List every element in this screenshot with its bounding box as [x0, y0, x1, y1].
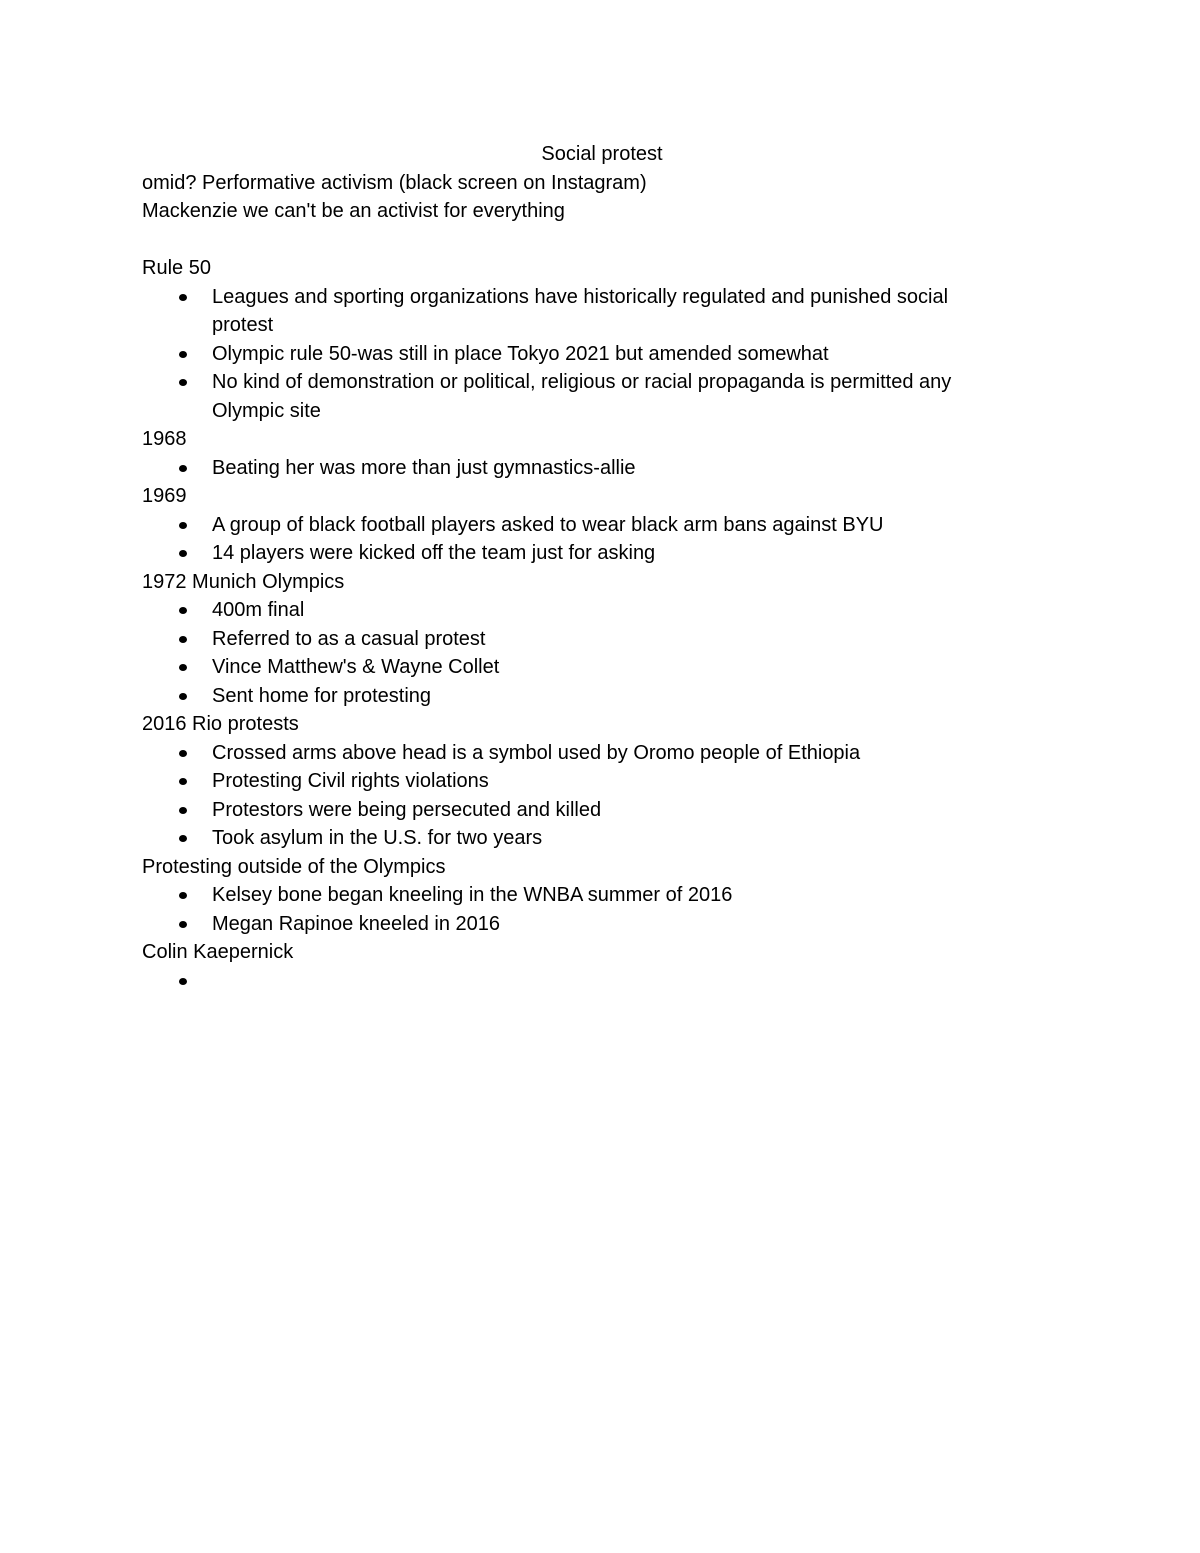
list-item-text: 400m final — [212, 599, 305, 621]
list-item-text: Kelsey bone began kneeling in the WNBA summer of 2016 — [212, 884, 733, 906]
list-item — [212, 881, 1012, 910]
list-item-text: Crossed arms above head is a symbol used by Oromo people of Ethiopia — [212, 741, 861, 764]
bullet-dot-icon — [179, 921, 187, 928]
list-item — [212, 682, 1012, 711]
list-item-text: Olympic rule 50-was still in place Tokyo 2021 but amended somewhat — [212, 342, 829, 365]
bullet-dot-icon — [179, 693, 187, 700]
list-item — [212, 368, 1012, 425]
list-item — [212, 910, 1012, 939]
blank-line — [142, 226, 1062, 255]
list-item-text: Leagues and sporting organizations have historically regulated and punished social protest — [212, 285, 949, 336]
list-item-text: Protesting Civil rights violations — [212, 770, 489, 792]
section-heading: 1968 — [142, 428, 187, 450]
bullet-list — [142, 283, 1012, 426]
list-item — [212, 340, 1012, 369]
list-item — [212, 739, 1012, 768]
list-item-text: Vince Matthew's & Wayne Collet — [212, 656, 500, 678]
section-heading: Rule 50 — [142, 257, 211, 279]
list-item-text: Sent home for protesting — [212, 684, 432, 707]
bullet-dot-icon — [179, 807, 187, 814]
list-item-text: Protestors were being persecuted and killed — [212, 798, 602, 821]
bullet-dot-icon — [179, 778, 187, 785]
list-item — [212, 511, 1012, 540]
bullet-dot-icon — [179, 465, 187, 472]
bullet-dot-icon — [179, 550, 187, 557]
bullet-dot-icon — [179, 522, 187, 529]
bullet-list — [142, 511, 1012, 568]
list-item-text: Referred to as a casual protest — [212, 627, 486, 650]
bullet-list — [142, 881, 1012, 938]
bullet-list — [142, 596, 1012, 710]
list-item — [212, 539, 1012, 568]
bullet-dot-icon — [179, 750, 187, 757]
list-item-text: A group of black football players asked to wear black arm bans against BYU — [212, 513, 884, 536]
bullet-list — [142, 739, 1012, 853]
bullet-list — [142, 967, 1012, 996]
list-item — [212, 653, 1012, 682]
bullet-dot-icon — [179, 636, 187, 643]
document-body — [142, 140, 1062, 995]
list-item-text: No kind of demonstration or political, religious or racial propaganda is permitted any Olympic site — [212, 371, 952, 422]
list-item — [212, 796, 1012, 825]
intro-line: omid? Performative activism (black screen on Instagram) — [142, 171, 647, 194]
section-heading: 1972 Munich Olympics — [142, 570, 345, 593]
bullet-list — [142, 454, 1012, 483]
section-heading: 1969 — [142, 485, 187, 507]
bullet-dot-icon — [179, 379, 187, 386]
bullet-dot-icon — [179, 892, 187, 899]
section-heading: Protesting outside of the Olympics — [142, 855, 446, 878]
bullet-dot-icon — [179, 351, 187, 358]
bullet-dot-icon — [179, 664, 187, 671]
list-item-text: Took asylum in the U.S. for two years — [212, 827, 543, 849]
list-item — [212, 967, 1012, 996]
intro-line: Mackenzie we can't be an activist for everything — [142, 200, 565, 222]
section-heading: Colin Kaepernick — [142, 941, 294, 963]
list-item — [212, 767, 1012, 796]
document-title: Social protest — [541, 143, 663, 165]
list-item-text: Megan Rapinoe kneeled in 2016 — [212, 912, 500, 935]
bullet-dot-icon — [179, 835, 187, 842]
list-item-text: 14 players were kicked off the team just for asking — [212, 542, 656, 564]
list-item — [212, 283, 1012, 340]
bullet-dot-icon — [179, 607, 187, 614]
bullet-dot-icon — [179, 978, 187, 985]
list-item — [212, 596, 1012, 625]
section-heading: 2016 Rio protests — [142, 713, 299, 735]
list-item — [212, 625, 1012, 654]
list-item — [212, 454, 1012, 483]
list-item — [212, 824, 1012, 853]
list-item-text: Beating her was more than just gymnastics-allie — [212, 456, 636, 479]
bullet-dot-icon — [179, 294, 187, 301]
